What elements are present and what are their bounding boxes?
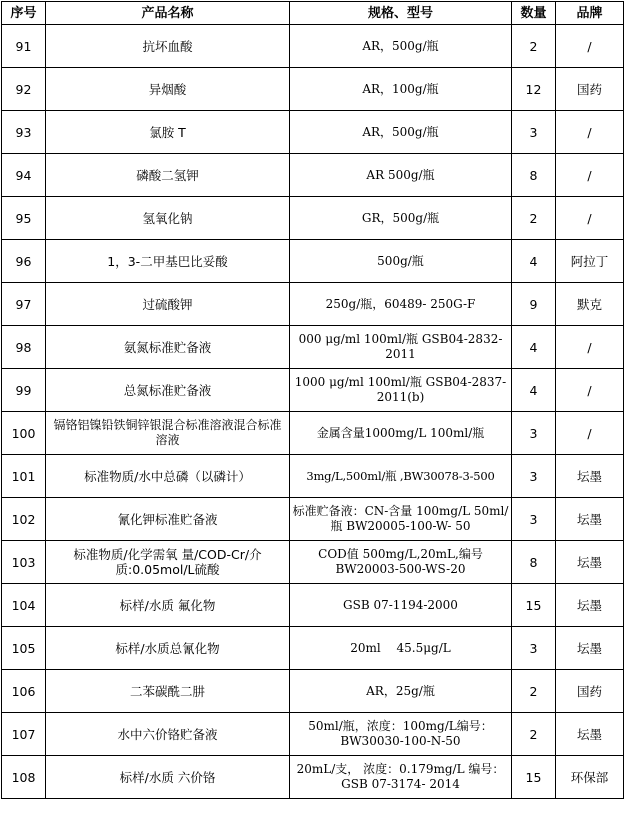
cell-qty: 4: [512, 326, 556, 369]
header-spec: 规格、型号: [290, 2, 512, 25]
cell-no: 102: [2, 498, 46, 541]
table-row: [2, 541, 624, 584]
cell-spec: AR，25g/瓶: [290, 670, 512, 713]
cell-spec: 000 μg/ml 100ml/瓶 GSB04-2832-2011: [290, 326, 512, 369]
table-row: [2, 713, 624, 756]
cell-qty: 15: [512, 756, 556, 799]
cell-qty: 3: [512, 627, 556, 670]
product-table: [1, 1, 624, 799]
cell-no: 99: [2, 369, 46, 412]
cell-name: 磷酸二氢钾: [46, 154, 290, 197]
cell-name: 水中六价铬贮备液: [46, 713, 290, 756]
cell-spec: 1000 μg/ml 100ml/瓶 GSB04-2837-2011(b): [290, 369, 512, 412]
cell-no: 92: [2, 68, 46, 111]
cell-name: 氢氧化钠: [46, 197, 290, 240]
cell-brand: 环保部: [556, 756, 624, 799]
cell-qty: 12: [512, 68, 556, 111]
cell-name: 1，3-二甲基巴比妥酸: [46, 240, 290, 283]
table-row: [2, 412, 624, 455]
cell-no: 93: [2, 111, 46, 154]
cell-no: 97: [2, 283, 46, 326]
table-row: [2, 111, 624, 154]
cell-brand: /: [556, 412, 624, 455]
cell-spec: GR，500g/瓶: [290, 197, 512, 240]
cell-qty: 2: [512, 25, 556, 68]
header-qty: 数量: [512, 2, 556, 25]
cell-name: 标准物质/水中总磷（以磷计）: [46, 455, 290, 498]
table-row: [2, 68, 624, 111]
cell-name: 氯胺 T: [46, 111, 290, 154]
cell-name: 氰化钾标准贮备液: [46, 498, 290, 541]
cell-spec: AR，500g/瓶: [290, 25, 512, 68]
cell-name: 标样/水质总氰化物: [46, 627, 290, 670]
cell-spec: 金属含量1000mg/L 100ml/瓶: [290, 412, 512, 455]
cell-spec: AR 500g/瓶: [290, 154, 512, 197]
cell-qty: 8: [512, 541, 556, 584]
header-brand: 品牌: [556, 2, 624, 25]
cell-brand: /: [556, 326, 624, 369]
header-row: [2, 2, 624, 25]
cell-no: 105: [2, 627, 46, 670]
cell-no: 91: [2, 25, 46, 68]
cell-spec: 20ml 45.5μg/L: [290, 627, 512, 670]
cell-no: 96: [2, 240, 46, 283]
table-row: [2, 756, 624, 799]
header-no: 序号: [2, 2, 46, 25]
cell-name: 标准物质/化学需氧 量/COD-Cr/介质:0.05mol/L硫酸: [46, 541, 290, 584]
cell-spec: 标准贮备液：CN-含量 100mg/L 50ml/瓶 BW20005-100-W- 50: [290, 498, 512, 541]
cell-qty: 2: [512, 197, 556, 240]
cell-brand: 坛墨: [556, 455, 624, 498]
cell-qty: 15: [512, 584, 556, 627]
cell-brand: 国药: [556, 68, 624, 111]
cell-qty: 8: [512, 154, 556, 197]
table-row: [2, 584, 624, 627]
cell-brand: 坛墨: [556, 713, 624, 756]
table-row: [2, 455, 624, 498]
header-name: 产品名称: [46, 2, 290, 25]
cell-name: 氨氮标准贮备液: [46, 326, 290, 369]
cell-name: 二苯碳酰二肼: [46, 670, 290, 713]
cell-no: 106: [2, 670, 46, 713]
table-row: [2, 283, 624, 326]
cell-spec: COD值 500mg/L,20mL,编号 BW20003-500-WS-20: [290, 541, 512, 584]
cell-qty: 2: [512, 670, 556, 713]
cell-name: 标样/水质 六价铬: [46, 756, 290, 799]
table-row: [2, 240, 624, 283]
cell-brand: /: [556, 111, 624, 154]
cell-spec: 250g/瓶，60489- 250G-F: [290, 283, 512, 326]
cell-name: 异烟酸: [46, 68, 290, 111]
cell-no: 98: [2, 326, 46, 369]
table-row: [2, 369, 624, 412]
cell-qty: 2: [512, 713, 556, 756]
cell-no: 103: [2, 541, 46, 584]
cell-no: 94: [2, 154, 46, 197]
cell-brand: /: [556, 197, 624, 240]
cell-qty: 4: [512, 240, 556, 283]
cell-spec: AR，500g/瓶: [290, 111, 512, 154]
cell-spec: 20mL/支， 浓度：0.179mg/L 编号：GSB 07-3174- 2014: [290, 756, 512, 799]
cell-brand: 坛墨: [556, 627, 624, 670]
cell-qty: 3: [512, 111, 556, 154]
cell-spec: AR，100g/瓶: [290, 68, 512, 111]
cell-brand: /: [556, 154, 624, 197]
cell-qty: 3: [512, 455, 556, 498]
cell-qty: 9: [512, 283, 556, 326]
cell-name: 过硫酸钾: [46, 283, 290, 326]
cell-brand: 坛墨: [556, 584, 624, 627]
cell-name: 抗坏血酸: [46, 25, 290, 68]
table-row: [2, 326, 624, 369]
cell-no: 100: [2, 412, 46, 455]
table-row: [2, 498, 624, 541]
cell-brand: /: [556, 25, 624, 68]
cell-spec: 50ml/瓶，浓度：100mg/L编号：BW30030-100-N-50: [290, 713, 512, 756]
table-row: [2, 154, 624, 197]
cell-no: 107: [2, 713, 46, 756]
cell-qty: 3: [512, 498, 556, 541]
cell-brand: 坛墨: [556, 541, 624, 584]
cell-name: 镉铬铝镍铅铁铜锌银混合标准溶液混合标准溶液: [46, 412, 290, 455]
table-row: [2, 197, 624, 240]
cell-no: 101: [2, 455, 46, 498]
cell-no: 104: [2, 584, 46, 627]
cell-brand: 国药: [556, 670, 624, 713]
cell-name: 总氮标准贮备液: [46, 369, 290, 412]
cell-brand: 默克: [556, 283, 624, 326]
cell-spec: 3mg/L,500ml/瓶 ,BW30078-3-500: [290, 455, 512, 498]
cell-no: 95: [2, 197, 46, 240]
cell-spec: GSB 07-1194-2000: [290, 584, 512, 627]
cell-qty: 3: [512, 412, 556, 455]
cell-brand: 坛墨: [556, 498, 624, 541]
table-row: [2, 670, 624, 713]
cell-no: 108: [2, 756, 46, 799]
cell-spec: 500g/瓶: [290, 240, 512, 283]
table-row: [2, 627, 624, 670]
cell-brand: 阿拉丁: [556, 240, 624, 283]
cell-qty: 4: [512, 369, 556, 412]
cell-brand: /: [556, 369, 624, 412]
table-row: [2, 25, 624, 68]
cell-name: 标样/水质 氟化物: [46, 584, 290, 627]
